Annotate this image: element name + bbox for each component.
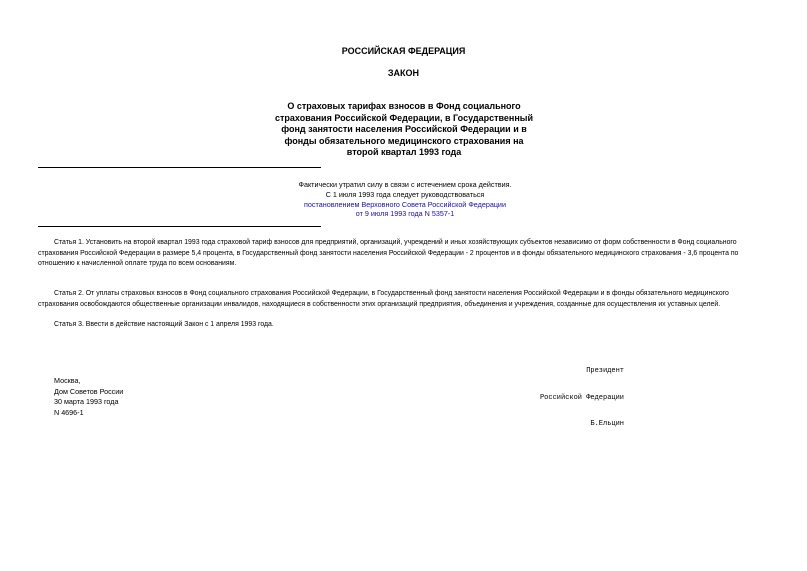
place-date-block <box>54 376 123 418</box>
signature-block <box>500 350 624 437</box>
law-title-line: фонд занятости населения Российской Федерации и в <box>281 124 527 134</box>
status-note <box>280 180 530 219</box>
law-title-line: фонды обязательного медицинского страхования на <box>284 135 524 146</box>
place-city: Москва, <box>54 376 81 385</box>
law-title-line: страхования Российской Федерации, в Государственный <box>275 112 533 123</box>
article-1: Статья 1. Установить на второй квартал 1993 года страховой тариф взносов для предприятий, организаций, учреждений и иных хозяйствующих субъектов независимо от форм собственности в Фонд социального страхования Российской Федерации в размере 5,4 процента, в Государственный фонд занятости населения Российской Федерации - 2 процентов и в фонды обязательного медицинского страхования - 3,6 процента по отношению к начисленной оплате труда по всем основаниям. <box>38 239 739 267</box>
article-3: Статья 3. Ввести в действие настоящий Закон с 1 апреля 1993 года. <box>54 321 274 328</box>
doc-type-heading: ЗАКОН <box>387 68 420 78</box>
law-title <box>260 101 548 159</box>
law-title-line: второй квартал 1993 года <box>346 147 462 157</box>
signature-title: Президент <box>586 367 624 376</box>
divider-bottom <box>38 226 321 227</box>
resolution-link[interactable]: постановлением Верховного Совета Российской Федерации <box>304 199 506 209</box>
status-note-line: С 1 июля 1993 года следует руководствоваться <box>325 189 485 199</box>
status-note-line: Фактически утратил силу в связи с истечением срока действия. <box>298 180 512 189</box>
article-2: Статья 2. От уплаты страховых взносов в Фонд социального страхования Российской Федерации, в Государственный фонд занятости населения Российской Федерации и в фонды обязательного медицинского страхования освобождаются общественные организации инвалидов, находящиеся в собственности этих организаций предприятия, объединения и учреждения, созданные для осуществления их уставных целей. <box>38 290 729 308</box>
divider-top <box>38 167 321 168</box>
law-title-line: О страховых тарифах взносов в Фонд социального <box>287 101 521 111</box>
signature-position: Российской Федерации <box>539 393 624 402</box>
place-building: Дом Советов России <box>54 386 124 396</box>
resolution-link-date[interactable]: от 9 июля 1993 года N 5357-1 <box>355 209 455 219</box>
place-date: 30 марта 1993 года <box>54 397 119 406</box>
country-heading: РОССИЙСКАЯ ФЕДЕРАЦИЯ <box>341 46 466 56</box>
law-number: N 4696-1 <box>54 407 84 417</box>
signature-name: Б.Ельцин <box>590 419 624 428</box>
